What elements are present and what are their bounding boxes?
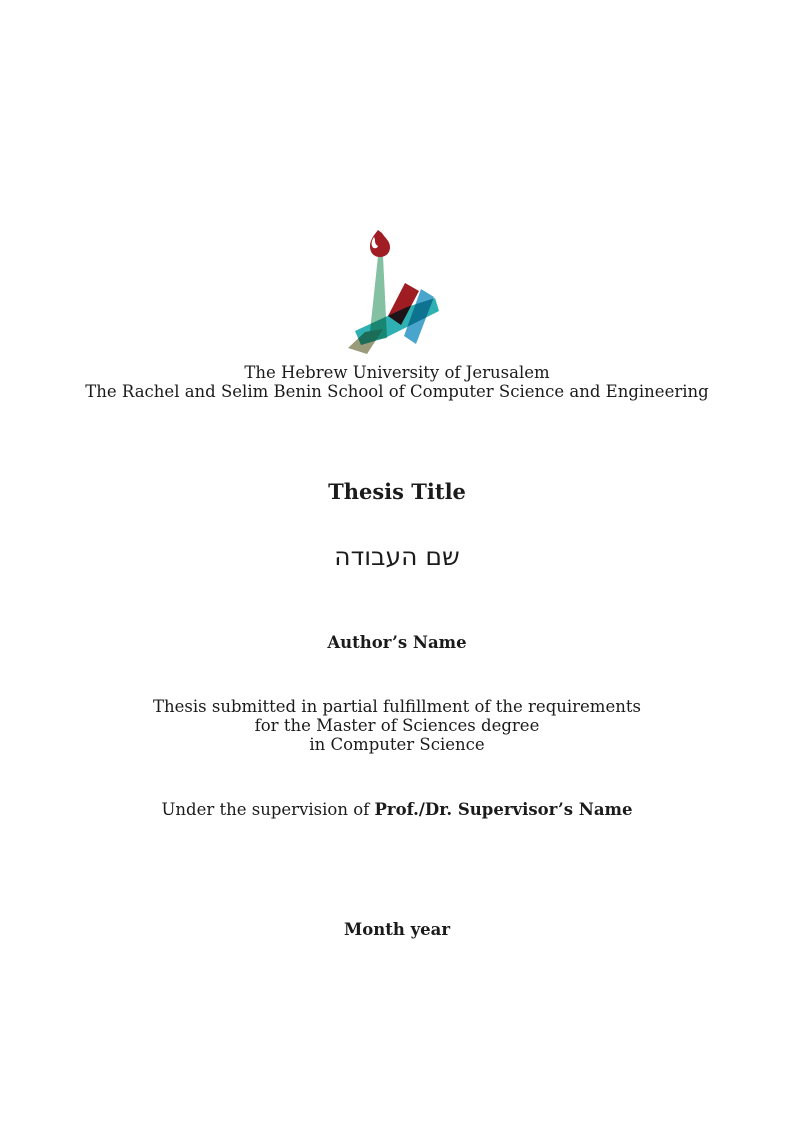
author-name: Author’s Name — [327, 633, 467, 652]
submission-line-3: in Computer Science — [309, 735, 485, 754]
publication-date: Month year — [343, 920, 451, 939]
thesis-title: Thesis Title — [328, 479, 466, 504]
submission-line-2: for the Master of Sciences degree — [254, 716, 540, 735]
supervision-prefix: Under the supervision of — [161, 800, 375, 819]
school-name: The Rachel and Selim Benin School of Computer Science and Engineering — [85, 382, 709, 401]
submission-statement — [0, 697, 794, 754]
institution-header — [0, 363, 794, 401]
supervisor-name: Prof./Dr. Supervisor’s Name — [374, 800, 633, 819]
supervision-line — [0, 800, 794, 819]
submission-line-1: Thesis submitted in partial fulfillment of the requirements — [153, 697, 641, 716]
university-name: The Hebrew University of Jerusalem — [244, 363, 550, 382]
hebrew-university-logo — [345, 228, 441, 356]
thesis-title-hebrew: שם העבודה — [334, 542, 460, 571]
